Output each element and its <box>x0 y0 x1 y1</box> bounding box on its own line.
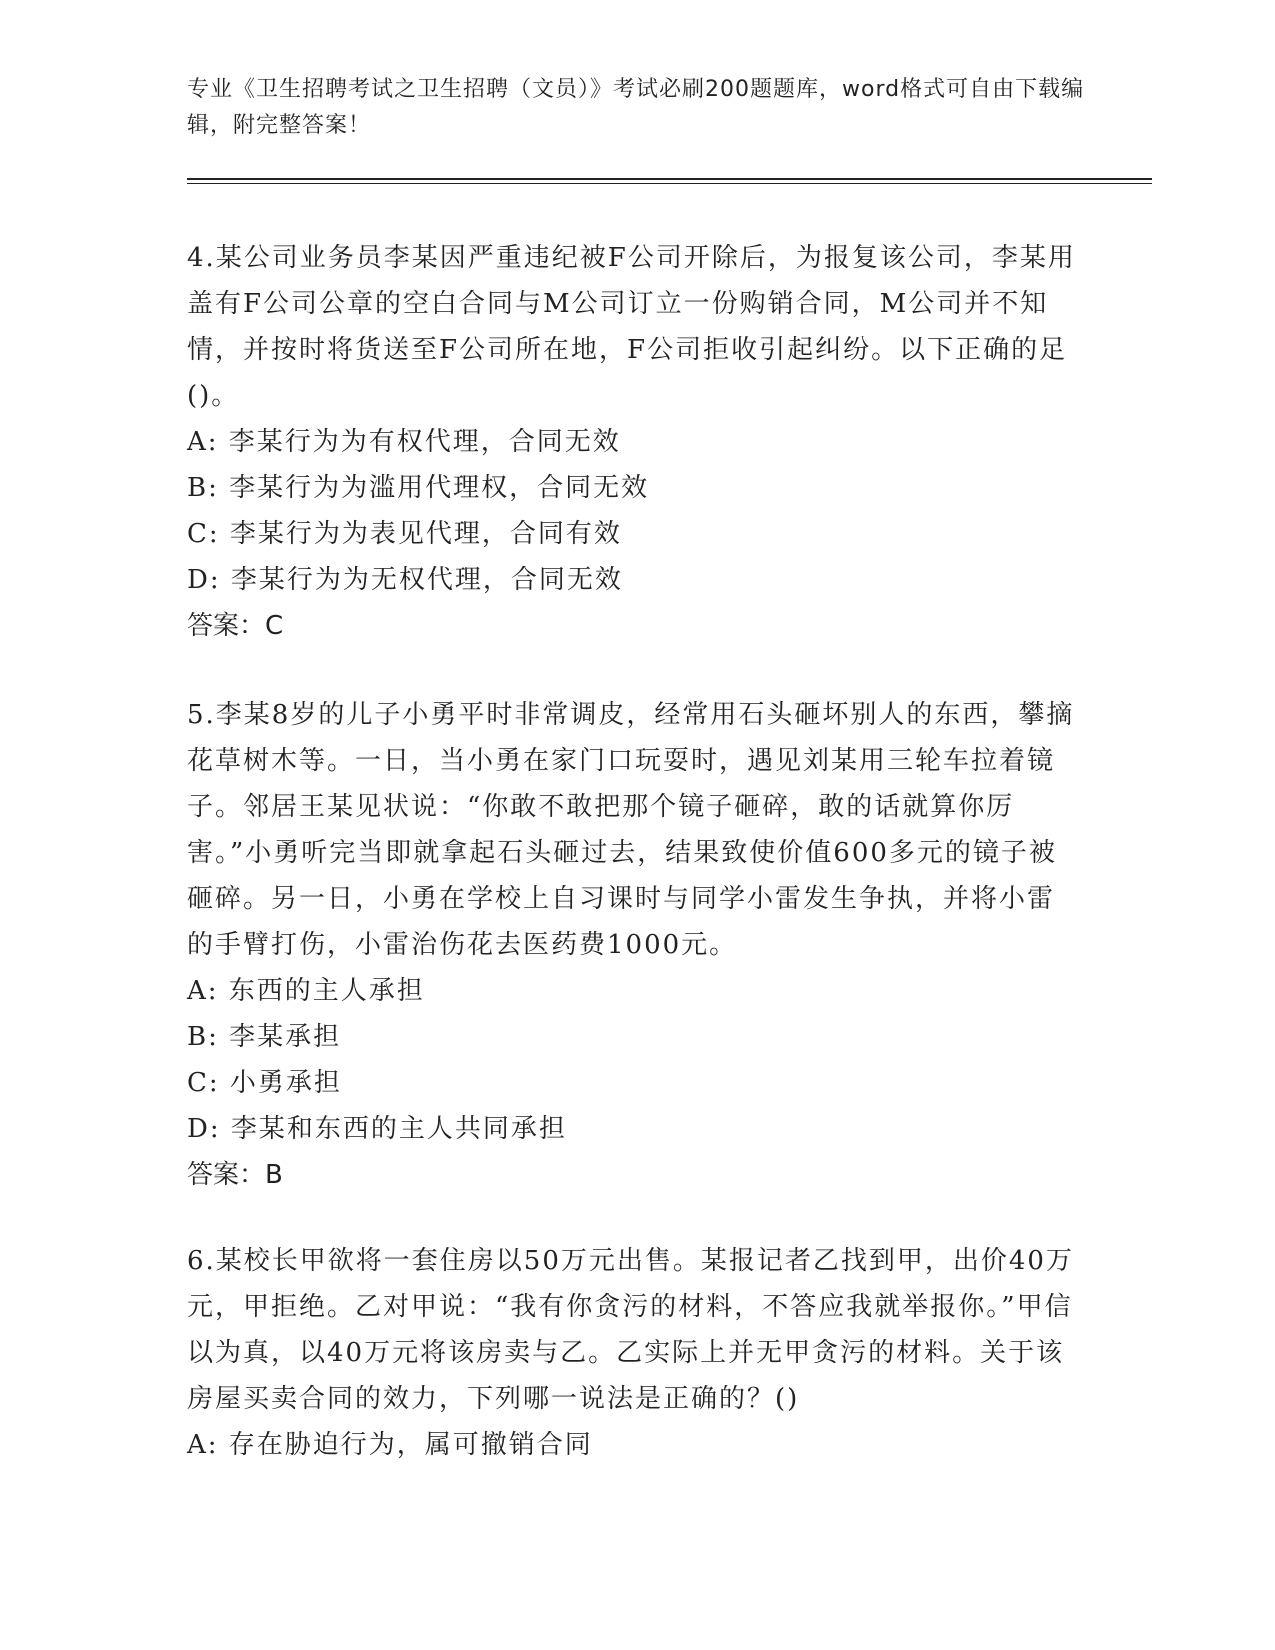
option-c: C: 李某行为为表见代理，合同有效 <box>187 519 622 549</box>
option-a: A: 东西的主人承担 <box>187 976 425 1006</box>
header-divider-thick <box>187 178 1152 180</box>
option-b: B: 李某承担 <box>187 1022 342 1052</box>
question-6 <box>187 1238 1082 1468</box>
question-stem: 6.某校长甲欲将一套住房以50万元出售。某报记者乙找到甲，出价40万元，甲拒绝。乙对甲说：“我有你贪污的材料，不答应我就举报你。”甲信以为真，以40万元将该房卖与乙。乙实际上并无甲贪污的材料。关于该房屋买卖合同的效力，下列哪一说法是正确的？() <box>187 1246 1074 1414</box>
option-d: D: 李某和东西的主人共同承担 <box>187 1114 567 1144</box>
option-b: B: 李某行为为滥用代理权，合同无效 <box>187 473 650 503</box>
question-5 <box>187 692 1082 1198</box>
option-a: A: 李某行为为有权代理，合同无效 <box>187 427 621 457</box>
document-header: 专业《卫生招聘考试之卫生招聘（文员）》考试必刷200题题库，word格式可自由下载编辑，附完整答案！ <box>187 77 1085 138</box>
option-a: A: 存在胁迫行为，属可撤销合同 <box>187 1430 593 1460</box>
answer-label: 答案：C <box>187 611 284 641</box>
question-4 <box>187 235 1082 649</box>
option-d: D: 李某行为为无权代理，合同无效 <box>187 565 623 595</box>
header-divider-thin <box>187 183 1152 184</box>
question-stem: 5.李某8岁的儿子小勇平时非常调皮，经常用石头砸坏别人的东西，攀摘花草树木等。一日，当小勇在家门口玩耍时，遇见刘某用三轮车拉着镜子。邻居王某见状说：“你敢不敢把那个镜子砸碎，敢的话就算你厉害。”小勇听完当即就拿起石头砸过去，结果致使价值600多元的镜子被砸碎。另一日，小勇在学校上自习课时与同学小雷发生争执，并将小雷的手臂打伤，小雷治伤花去医药费1000元。 <box>187 700 1075 960</box>
question-stem: 4.某公司业务员李某因严重违纪被F公司开除后，为报复该公司，李某用盖有F公司公章的空白合同与M公司订立一份购销合同，M公司并不知情，并按时将货送至F公司所在地，F公司拒收引起纠纷。以下正确的足()。 <box>187 243 1076 411</box>
option-c: C: 小勇承担 <box>187 1068 342 1098</box>
answer-label: 答案：B <box>187 1160 283 1190</box>
